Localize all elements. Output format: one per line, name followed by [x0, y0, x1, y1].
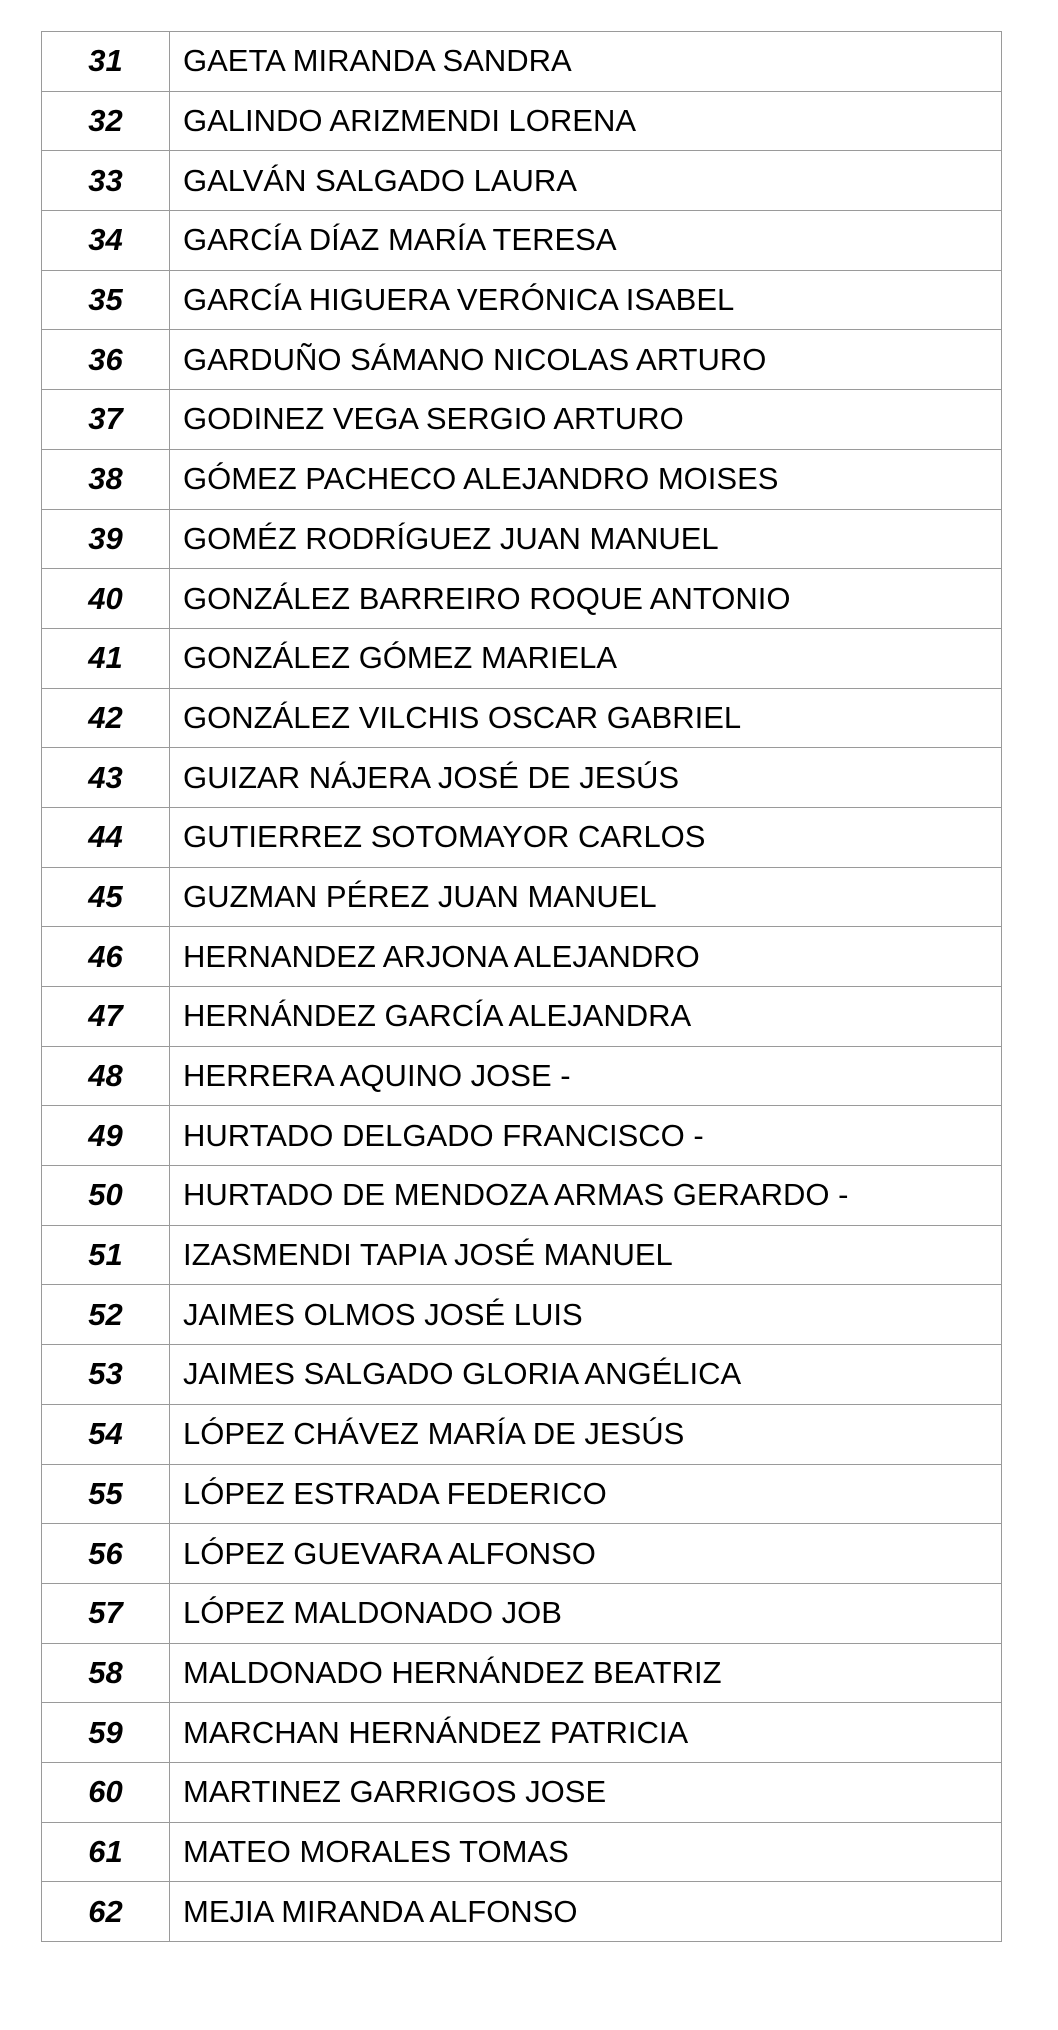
row-number: 40 [42, 569, 170, 629]
table-row [42, 449, 1002, 509]
table-row [42, 32, 1002, 92]
table-row [42, 270, 1002, 330]
row-name: HERNANDEZ ARJONA ALEJANDRO [170, 927, 1002, 987]
table-row [42, 987, 1002, 1047]
row-number: 36 [42, 330, 170, 390]
roster-table [41, 31, 1002, 1942]
table-row [42, 867, 1002, 927]
table-row [42, 688, 1002, 748]
table-row [42, 1583, 1002, 1643]
table-row [42, 1524, 1002, 1584]
row-number: 49 [42, 1106, 170, 1166]
table-row [42, 330, 1002, 390]
row-number: 44 [42, 807, 170, 867]
table-row [42, 1464, 1002, 1524]
row-number: 60 [42, 1762, 170, 1822]
table-row [42, 1345, 1002, 1405]
row-name: LÓPEZ CHÁVEZ MARÍA DE JESÚS [170, 1404, 1002, 1464]
table-row [42, 1882, 1002, 1942]
table-row [42, 628, 1002, 688]
row-name: MARTINEZ GARRIGOS JOSE [170, 1762, 1002, 1822]
row-name: GÓMEZ PACHECO ALEJANDRO MOISES [170, 449, 1002, 509]
table-row [42, 1703, 1002, 1763]
row-number: 56 [42, 1524, 170, 1584]
row-number: 58 [42, 1643, 170, 1703]
row-number: 34 [42, 211, 170, 271]
table-row [42, 1225, 1002, 1285]
row-number: 62 [42, 1882, 170, 1942]
row-number: 48 [42, 1046, 170, 1106]
row-name: GUZMAN PÉREZ JUAN MANUEL [170, 867, 1002, 927]
row-name: MATEO MORALES TOMAS [170, 1822, 1002, 1882]
row-number: 46 [42, 927, 170, 987]
row-name: GOMÉZ RODRÍGUEZ JUAN MANUEL [170, 509, 1002, 569]
row-name: LÓPEZ MALDONADO JOB [170, 1583, 1002, 1643]
table-row [42, 1106, 1002, 1166]
row-name: GONZÁLEZ VILCHIS OSCAR GABRIEL [170, 688, 1002, 748]
row-name: GARCÍA DÍAZ MARÍA TERESA [170, 211, 1002, 271]
table-row [42, 927, 1002, 987]
row-name: GAETA MIRANDA SANDRA [170, 32, 1002, 92]
row-name: GONZÁLEZ BARREIRO ROQUE ANTONIO [170, 569, 1002, 629]
row-number: 45 [42, 867, 170, 927]
table-row [42, 91, 1002, 151]
row-number: 33 [42, 151, 170, 211]
row-number: 32 [42, 91, 170, 151]
row-number: 52 [42, 1285, 170, 1345]
row-number: 53 [42, 1345, 170, 1405]
table-row [42, 211, 1002, 271]
table-row [42, 1166, 1002, 1226]
row-number: 42 [42, 688, 170, 748]
row-number: 35 [42, 270, 170, 330]
roster-body [42, 32, 1002, 1942]
table-row [42, 390, 1002, 450]
row-number: 41 [42, 628, 170, 688]
row-number: 31 [42, 32, 170, 92]
row-name: LÓPEZ ESTRADA FEDERICO [170, 1464, 1002, 1524]
row-number: 47 [42, 987, 170, 1047]
row-name: IZASMENDI TAPIA JOSÉ MANUEL [170, 1225, 1002, 1285]
row-number: 61 [42, 1822, 170, 1882]
row-number: 51 [42, 1225, 170, 1285]
table-row [42, 1404, 1002, 1464]
row-number: 43 [42, 748, 170, 808]
table-row [42, 807, 1002, 867]
table-row [42, 748, 1002, 808]
row-name: MALDONADO HERNÁNDEZ BEATRIZ [170, 1643, 1002, 1703]
table-row [42, 569, 1002, 629]
row-name: HERRERA AQUINO JOSE - [170, 1046, 1002, 1106]
row-name: HURTADO DE MENDOZA ARMAS GERARDO - [170, 1166, 1002, 1226]
row-name: HURTADO DELGADO FRANCISCO - [170, 1106, 1002, 1166]
row-number: 54 [42, 1404, 170, 1464]
table-row [42, 1822, 1002, 1882]
row-name: GODINEZ VEGA SERGIO ARTURO [170, 390, 1002, 450]
row-name: JAIMES OLMOS JOSÉ LUIS [170, 1285, 1002, 1345]
row-name: GALVÁN SALGADO LAURA [170, 151, 1002, 211]
row-number: 38 [42, 449, 170, 509]
table-row [42, 1046, 1002, 1106]
row-name: HERNÁNDEZ GARCÍA ALEJANDRA [170, 987, 1002, 1047]
table-row [42, 509, 1002, 569]
row-number: 55 [42, 1464, 170, 1524]
table-row [42, 1643, 1002, 1703]
row-name: GONZÁLEZ GÓMEZ MARIELA [170, 628, 1002, 688]
row-name: GALINDO ARIZMENDI LORENA [170, 91, 1002, 151]
row-name: GUTIERREZ SOTOMAYOR CARLOS [170, 807, 1002, 867]
row-name: MARCHAN HERNÁNDEZ PATRICIA [170, 1703, 1002, 1763]
row-name: GARCÍA HIGUERA VERÓNICA ISABEL [170, 270, 1002, 330]
table-row [42, 151, 1002, 211]
table-row [42, 1285, 1002, 1345]
row-number: 57 [42, 1583, 170, 1643]
row-number: 37 [42, 390, 170, 450]
row-number: 59 [42, 1703, 170, 1763]
row-name: GUIZAR NÁJERA JOSÉ DE JESÚS [170, 748, 1002, 808]
row-name: JAIMES SALGADO GLORIA ANGÉLICA [170, 1345, 1002, 1405]
row-name: MEJIA MIRANDA ALFONSO [170, 1882, 1002, 1942]
row-number: 50 [42, 1166, 170, 1226]
row-number: 39 [42, 509, 170, 569]
row-name: GARDUÑO SÁMANO NICOLAS ARTURO [170, 330, 1002, 390]
table-row [42, 1762, 1002, 1822]
row-name: LÓPEZ GUEVARA ALFONSO [170, 1524, 1002, 1584]
